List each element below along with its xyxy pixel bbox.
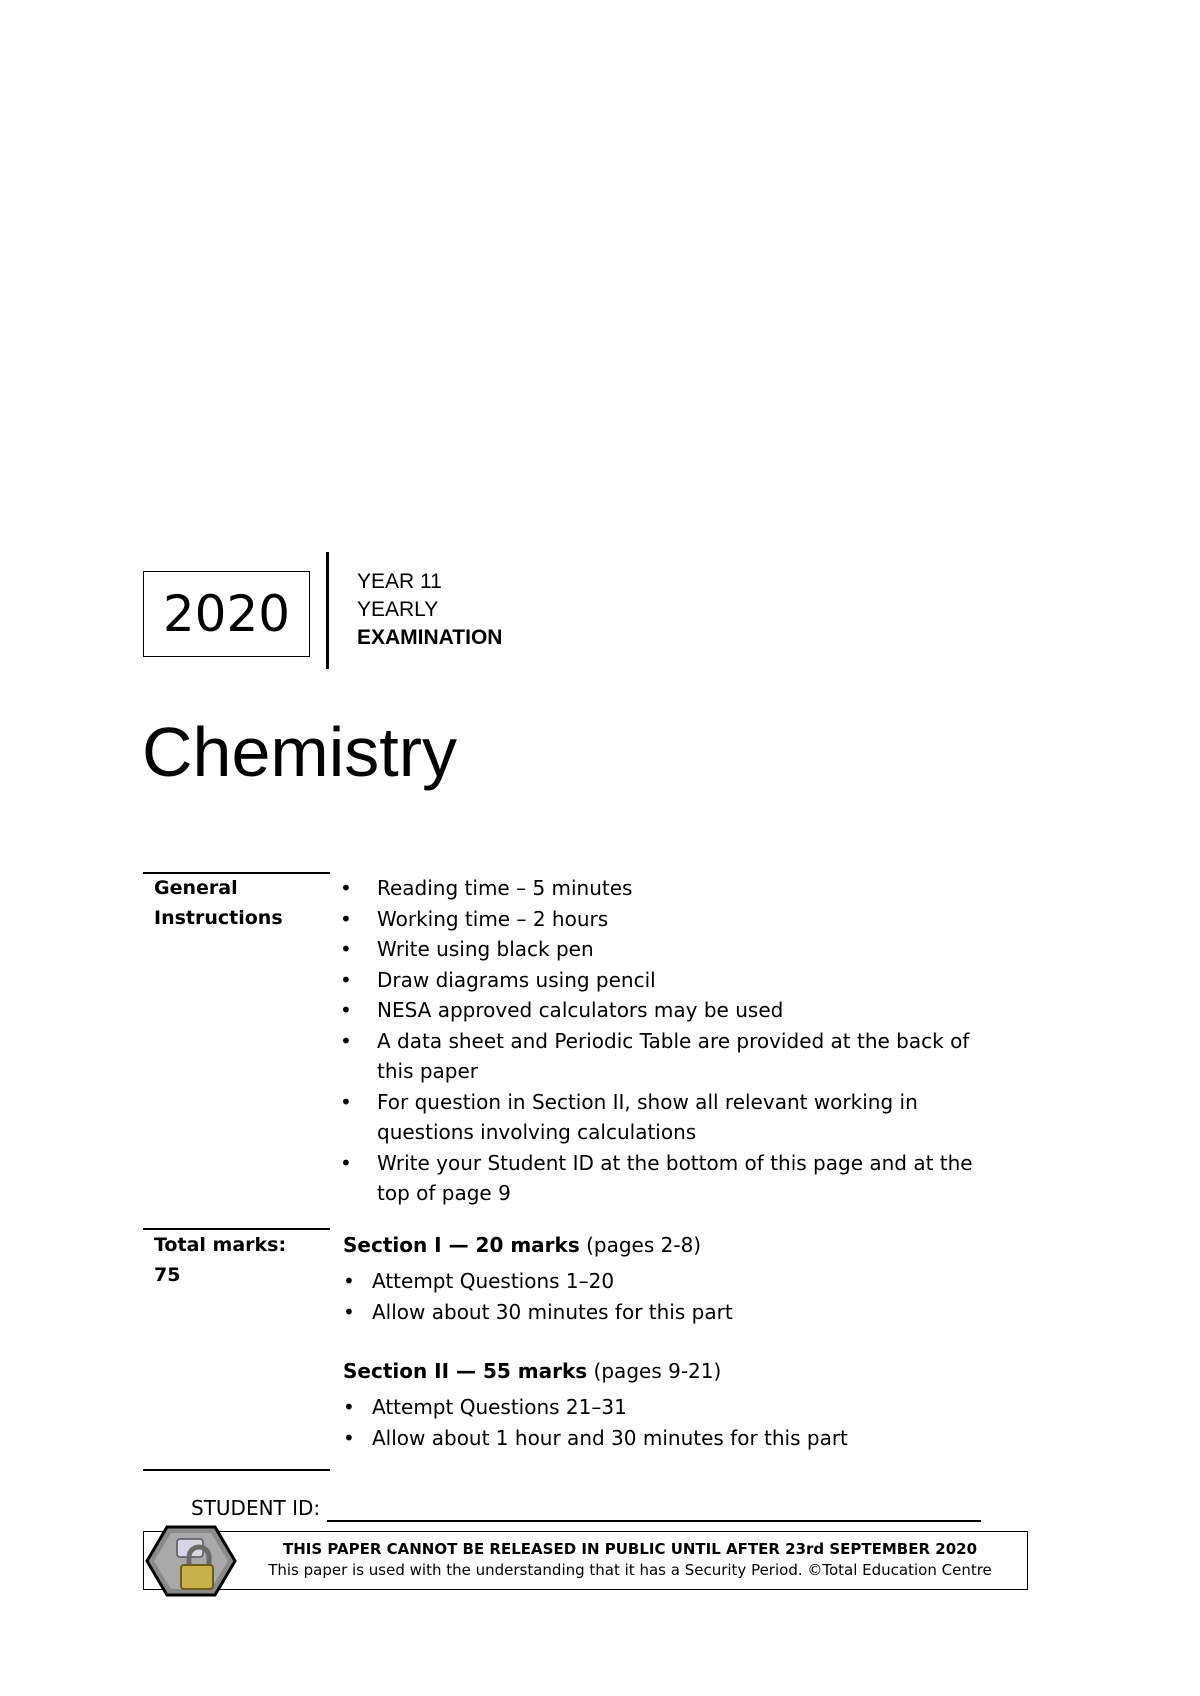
instruction-item: • Reading time – 5 minutes xyxy=(340,873,980,904)
section2-item: • Allow about 1 hour and 30 minutes for this part xyxy=(343,1423,983,1454)
exam-title xyxy=(357,568,502,652)
section1-title: Section I — 20 marks xyxy=(343,1233,580,1257)
instruction-item: • Write using black pen xyxy=(340,934,980,965)
general-instructions-label xyxy=(154,873,283,933)
section1-item: • Allow about 30 minutes for this part xyxy=(343,1297,983,1328)
instruction-item: • Draw diagrams using pencil xyxy=(340,965,980,996)
instruction-item: • A data sheet and Periodic Table are provided at the back of this paper xyxy=(340,1026,980,1087)
section2-heading xyxy=(343,1356,721,1386)
security-notice-title: THIS PAPER CANNOT BE RELEASED IN PUBLIC UNTIL AFTER 23rd SEPTEMBER 2020 xyxy=(282,1540,978,1558)
instruction-item: • For question in Section II, show all relevant working in questions involving calculations xyxy=(340,1087,980,1148)
total-marks-label xyxy=(154,1230,286,1290)
student-id-input-line[interactable] xyxy=(327,1520,981,1522)
security-notice-text: This paper is used with the understanding that it has a Security Period. ©Total Education Centre xyxy=(268,1561,992,1579)
exam-title-line2: YEARLY xyxy=(357,598,439,621)
instruction-item: • Working time – 2 hours xyxy=(340,904,980,935)
section1-pages: (pages 2-8) xyxy=(579,1233,702,1257)
exam-year: 2020 xyxy=(162,585,291,643)
section-rule xyxy=(143,1469,330,1471)
header-divider xyxy=(326,552,329,669)
section1-item: • Attempt Questions 1–20 xyxy=(343,1266,983,1297)
exam-title-line3: EXAMINATION xyxy=(357,626,503,649)
total-marks-label-line1: Total marks: xyxy=(154,1234,287,1256)
general-instructions-label-line2: Instructions xyxy=(154,907,283,929)
section2-list xyxy=(343,1392,983,1453)
section2-pages: (pages 9-21) xyxy=(587,1359,722,1383)
section1-heading xyxy=(343,1230,701,1260)
instruction-item: • Write your Student ID at the bottom of this page and at the top of page 9 xyxy=(340,1148,980,1209)
exam-title-line1: YEAR 11 xyxy=(357,570,442,593)
year-box xyxy=(143,571,310,657)
padlock-icon xyxy=(145,1525,237,1597)
general-instructions-label-line1: General xyxy=(154,877,238,899)
section2-item: • Attempt Questions 21–31 xyxy=(343,1392,983,1423)
section1-list xyxy=(343,1266,983,1327)
subject-title: Chemistry xyxy=(142,713,458,791)
general-instructions-list xyxy=(340,873,980,1209)
total-marks-value: 75 xyxy=(154,1264,181,1286)
section2-title: Section II — 55 marks xyxy=(343,1359,588,1383)
instruction-item: • NESA approved calculators may be used xyxy=(340,995,980,1026)
student-id-label: STUDENT ID: xyxy=(191,1496,321,1520)
